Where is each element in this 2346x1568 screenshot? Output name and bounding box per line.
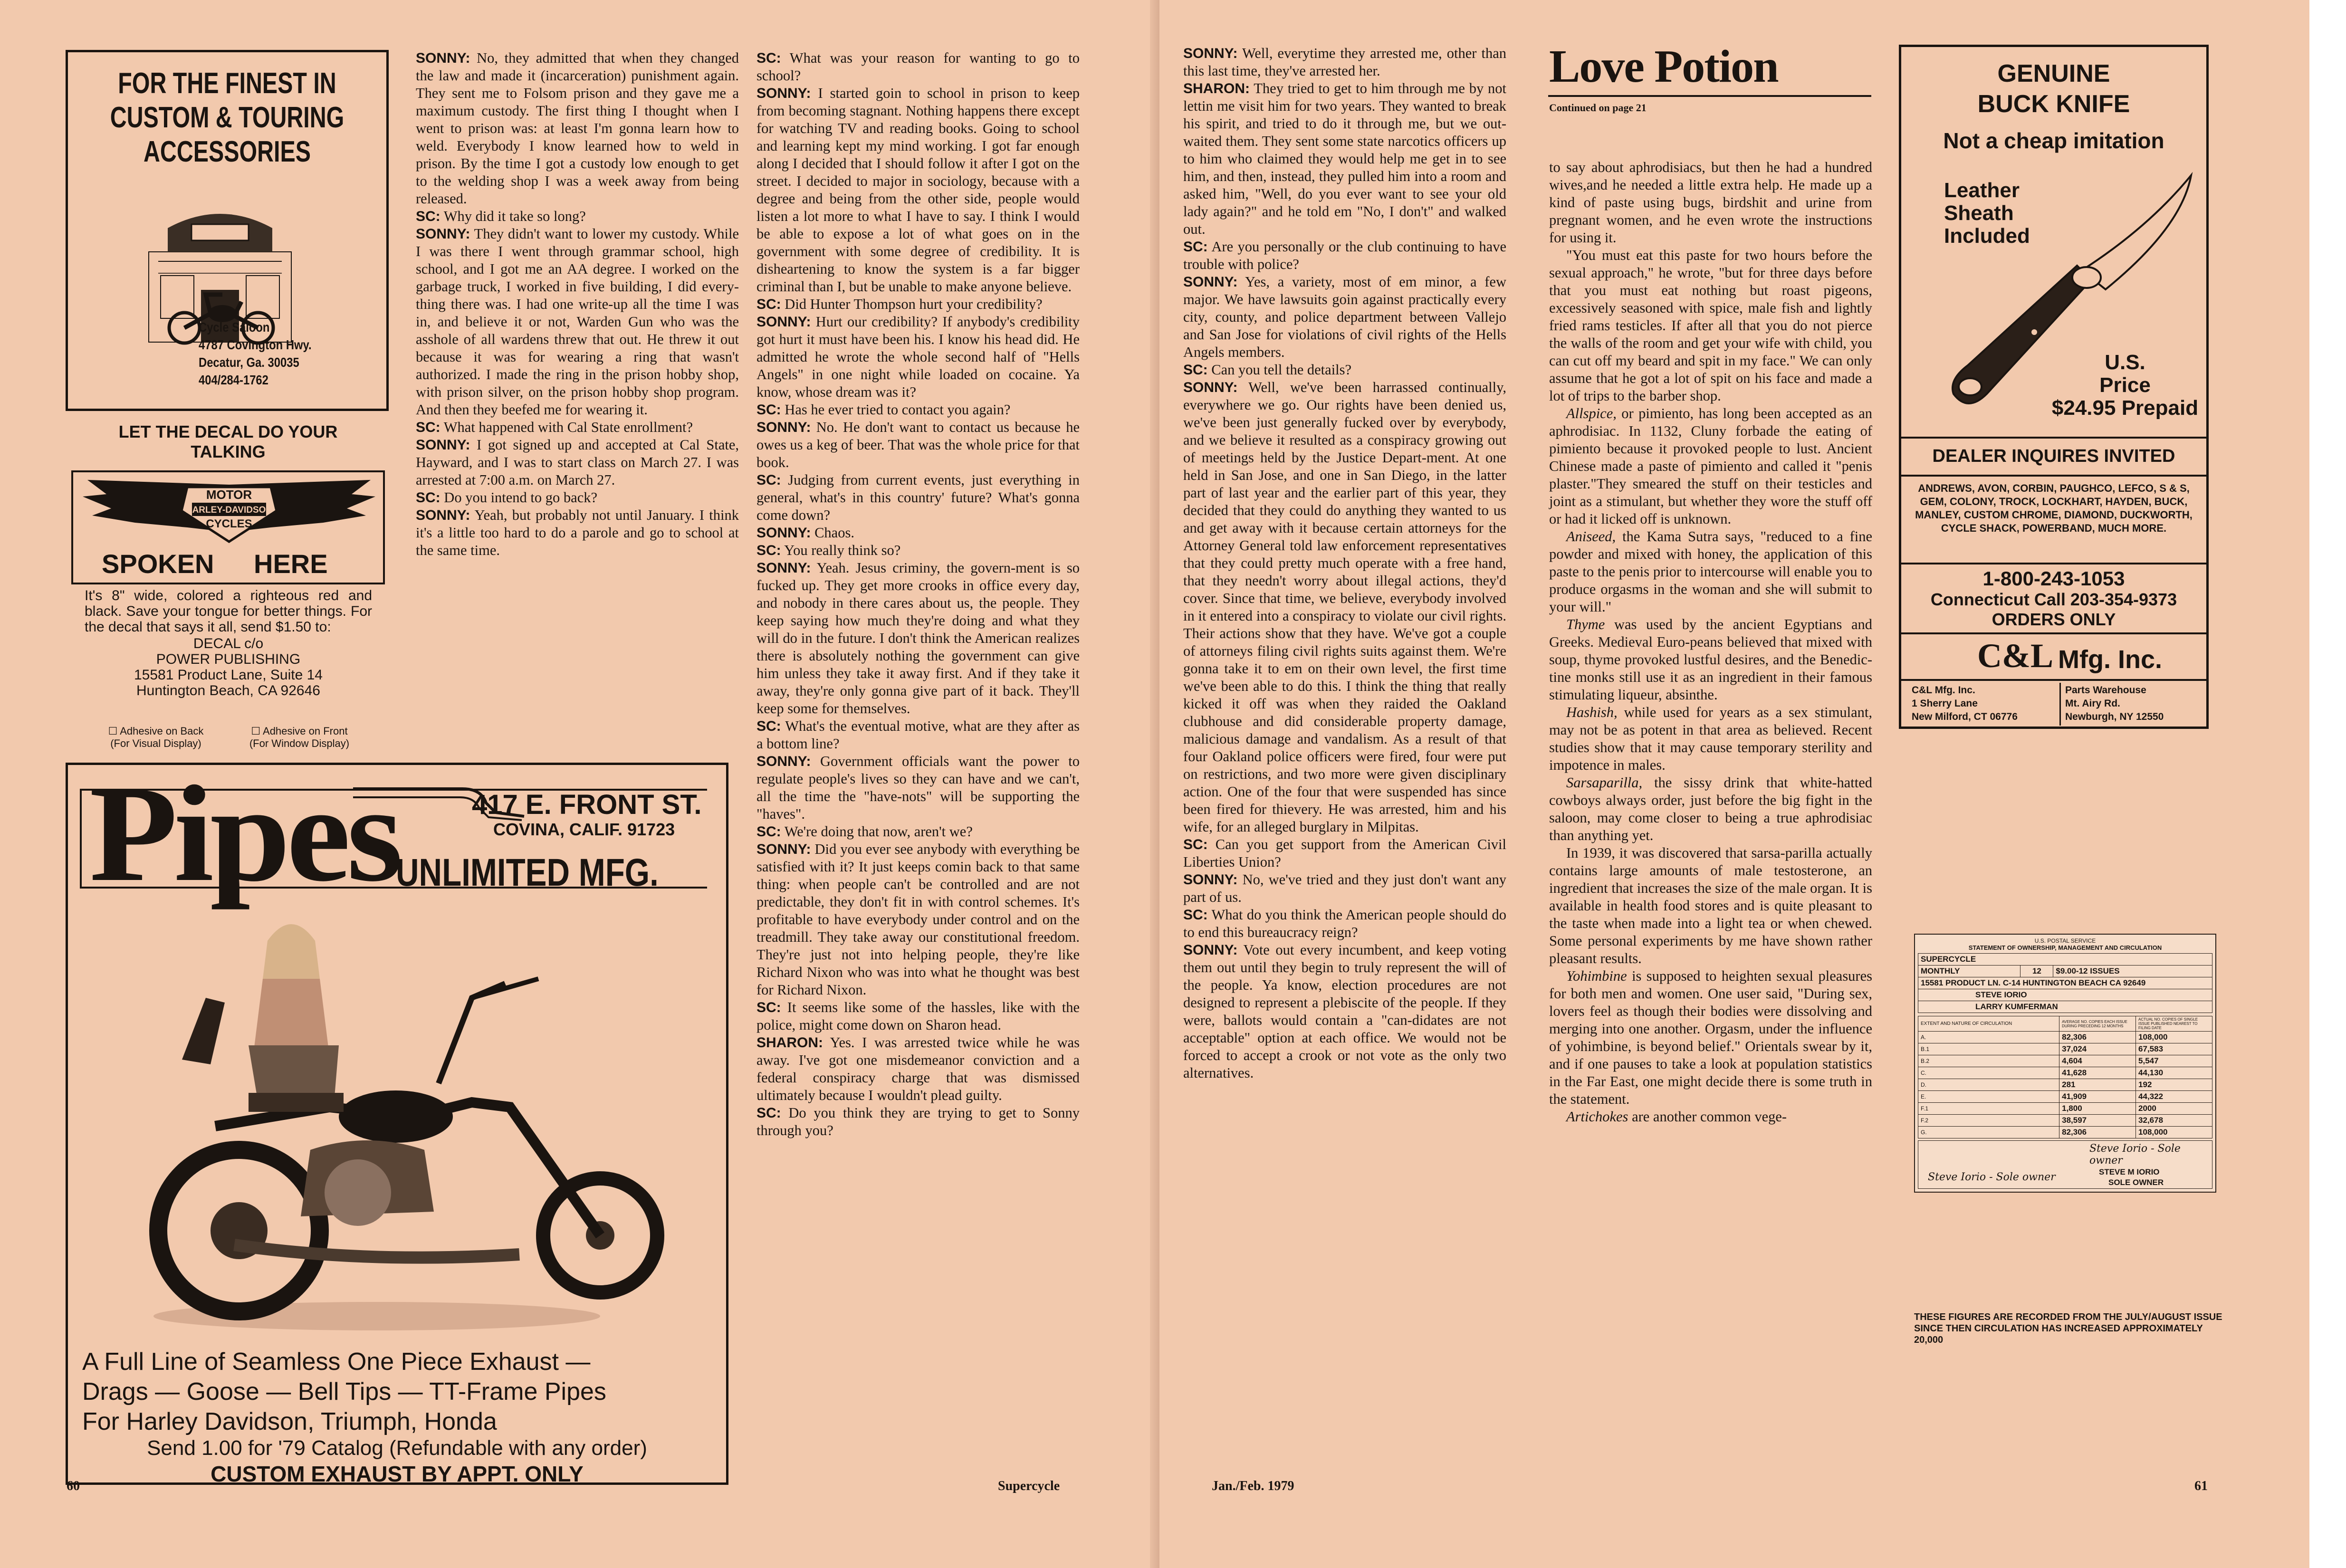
dialog-paragraph — [756, 313, 1080, 401]
decal-headline: LET THE DECAL DO YOUR TALKING — [118, 422, 338, 461]
knife-dealer: DEALER INQUIRES INVITED — [1932, 446, 2175, 466]
dialog-text: We're doing that now, aren't we? — [781, 823, 973, 840]
article-paragraph — [1549, 704, 1872, 774]
statement-issues: 12 — [2020, 966, 2053, 977]
address-line: 4787 Covington Hwy. — [199, 337, 312, 352]
decal-addr-line: POWER PUBLISHING — [156, 651, 301, 667]
dialog-text: What was your reason for wanting to go to school? — [756, 50, 1080, 84]
circulation-cell: 1,800 — [2059, 1103, 2136, 1115]
dialog-text: They didn't want to lower my custody. While I was there I went through grammar school, high school, and I got me an AA degree. I worked on the garbage truck, I worked in five building, I did every-thing there was. I had one write-up all the time I was in, and believe it or not, Warden Gun who was the asshole of all wardens threw that out. He threw it out because it was for wearing a ring that wasn't authorized. I made the ring in the prison hobby shop, with prison silver, on the prison hobby shop program. And then they beefed me for wearing it. — [416, 226, 739, 418]
circulation-cell: D. — [1918, 1079, 2059, 1091]
statement-publisher: STEVE IORIO — [1918, 989, 2212, 1001]
dialog-paragraph — [416, 49, 739, 208]
decal-addr-line: DECAL c/o — [193, 636, 264, 651]
article-paragraph — [1549, 967, 1872, 1108]
interview-column-3 — [1183, 45, 1506, 1082]
cl-mfg: Mfg. Inc. — [2058, 645, 2162, 674]
right-date: Jan./Feb. 1979 — [1212, 1479, 1294, 1493]
circulation-cell: 37,024 — [2059, 1043, 2136, 1055]
article-paragraph — [1549, 616, 1872, 704]
dialog-text: Well, we've been harrassed continually, everywhere we go. Our rights have been denied us, we've been just generally fucked over by everybody, and we believe it resulted as a conspiracy growing out of meetings held by the Justice Depart-ment. At one held in San Jose, and one in San Diego, in the latter part of last year and the earlier part of this year, they decided that they could do anything they wanted to us and get away with it because certain attorneys for the Attorney General told law enforcement representatives that they could pretty much operate with a free hand, that they needn't worry about illegal actions, they'd cover. Since that time, we believe, everybody involved in it entered into a conspiracy to violate our civil rights. Their actions show that they have. We've got a couple of attorneys filing civil rights suits against them. We're gonna take it to em on their own level, the first time we've been able to do this. I think the thing that really kicked it off was when they raided the Oakland clubhouse and did considerable property damage, malicious damage and vandalism. As a result of that four Oakland police officers were fired, four were put on restrictions, and two more were given disciplinary action. One of the four that were suspended has since been fired for thievery. He was arrested, him and his wife, for an alleged burglary in Milpitas. — [1183, 379, 1506, 835]
circulation-row — [1918, 1067, 2212, 1079]
circulation-cell: 108,000 — [2136, 1127, 2212, 1138]
decal-harley-text: HARLEY-DAVIDSON — [185, 505, 273, 515]
article-text: while used for years as a sex stimulant, may not be as potent in that area as believed. Recent studies show that it may cause temporary sterility and impotence in males. — [1549, 704, 1872, 773]
ingredient-name: Sarsaparilla, — [1566, 774, 1643, 791]
article-paragraph — [1549, 405, 1872, 528]
decal-option-front[interactable] — [228, 725, 371, 750]
dialog-text: No, they admitted that when they changed the law and made it (incarceration) punishment again. They sent me to Folsom prison and they gave me a maximum custody. The first thing I thought when I went to prison was: at least I'm gonna learn how to weld. Everybody I know learned how to weld in prison. By the time I got a custody low enough to get to the welding shop I was a week away from being released. — [416, 50, 739, 207]
address-line: Decatur, Ga. 30035 — [199, 355, 299, 370]
speaker-label: SONNY: — [416, 507, 470, 523]
dialog-text: I started goin to school in prison to keep from becoming stagnant. Nothing happens there except for watching TV and reading books. Going to school and learning kept my mind working. I got far enough along I decided that I should follow it after I got on the street. I decided to major in sociology, because with a degree and being from the other side, people would listen a lot more to what I have to say. I think I would be able to expose a lot of what goes on in the government with some degree of credibility. It is disheartening to know the system is a far bigger criminal than I, but be unable to make anyone believe. — [756, 85, 1080, 295]
speaker-label: SC: — [756, 402, 781, 418]
dialog-paragraph — [756, 999, 1080, 1034]
dialog-text: Did Hunter Thompson hurt your credibility? — [781, 296, 1043, 312]
dialog-paragraph — [756, 401, 1080, 419]
dialog-paragraph — [1183, 871, 1506, 906]
speaker-label: SONNY: — [416, 50, 470, 66]
article-paragraph — [1549, 247, 1872, 405]
statement-signature-area — [1918, 1140, 2212, 1189]
dialog-paragraph — [756, 841, 1080, 999]
circulation-cell: 44,130 — [2136, 1067, 2212, 1079]
dialog-text: Yes. I was arrested twice while he was away. I've got one misdemeanor conviction and a federal conspiracy charge that was dismissed ultimately because I wouldn't plead guilty. — [756, 1034, 1080, 1103]
option-back-sub: (For Visual Display) — [110, 737, 201, 749]
decal-addr-line: Huntington Beach, CA 92646 — [136, 683, 320, 698]
article-text: "You must eat this paste for two hours before the sexual approach," he wrote, "but for three days before that you must eat nothing but roast pigeons, excessively seasoned with spice, male fish and lightly fried rams testicles. If after all that you do not pierce the walls of the room and get your wife with child, you can cut off my beard and spit in my face." We can only assume that he got a lot of spit on his face and made a lot of trips to the barber shop. — [1549, 247, 1872, 404]
circulation-cell: F.1 — [1918, 1103, 2059, 1115]
speaker-label: SC: — [416, 209, 440, 224]
dialog-text: No, we've tried and they just don't want any part of us. — [1183, 871, 1506, 905]
speaker-label: SC: — [416, 420, 440, 435]
knife-rule-2 — [1901, 475, 2206, 477]
knife-rule-3 — [1901, 563, 2206, 564]
circulation-cell: 67,583 — [2136, 1043, 2212, 1055]
knife-title: BUCK KNIFE — [1977, 90, 2130, 118]
dialog-text: What's the eventual motive, what are they after as a bottom line? — [756, 718, 1080, 752]
dialog-paragraph — [416, 507, 739, 559]
pipes-city: COVINA, CALIF. 91723 — [493, 820, 675, 839]
dialog-text: Can you get support from the American Civil Liberties Union? — [1183, 836, 1506, 870]
article-text: are another common vege- — [1628, 1109, 1787, 1125]
circulation-table — [1918, 1016, 2212, 1138]
option-front-sub: (For Window Display) — [249, 737, 350, 749]
addr-right-line: Newburgh, NY 12550 — [2065, 711, 2164, 722]
dialog-paragraph — [1183, 361, 1506, 379]
knife-genuine: GENUINE — [1997, 60, 2110, 87]
article-text: In 1939, it was discovered that sarsa-parilla actually contains large amounts of male testosterone, an ingredient that increases the size of the male organ. It is available in health food stores and is quite pleasant to the taste when made into a light tea or when chewed. Some personal experiments by me have shown rather pleasant results. — [1549, 845, 1872, 966]
dialog-text: Vote out every incumbent, and keep voting them out until they begin to truly represent the will of the people. Ya know, election procedures are not designed to represent a plebiscite of the people. If they were, ballots would contain a "can-didates are not acceptable" option at each office. We would not be forced to accept a crook or not vote as the only two alternatives. — [1183, 942, 1506, 1081]
circulation-cell: 108,000 — [2136, 1032, 2212, 1043]
speaker-label: SONNY: — [1183, 942, 1238, 958]
dialog-paragraph — [416, 419, 739, 436]
dialog-paragraph — [416, 489, 739, 507]
decal-body-text: It's 8" wide, colored a righteous red and black. Save your tongue for better things. For the decal that says it all, send $1.50 to: — [85, 588, 372, 635]
decal-body — [85, 588, 372, 698]
ingredient-name: Aniseed, — [1566, 528, 1616, 545]
article-paragraph — [1549, 528, 1872, 616]
dialog-text: Yes, a variety, most of em minor, a few major. We have lawsuits goin against practically every city, county, and police department between Vallejo and San Jose for violations of civil rights of the Hells Angels members. — [1183, 274, 1506, 360]
knife-brands: ANDREWS, AVON, CORBIN, PAUGHCO, LEFCO, S & S, GEM, COLONY, TROCK, LOCKHART, HAYDEN, BUCK, MANLEY, CUSTOM CHROME, DIAMOND, DUCKWORTH, CYCLE SHACK, POWERBAND, MUCH MORE. — [1915, 482, 2193, 534]
continued-note: Continued on page 21 — [1549, 102, 1647, 114]
article-text: was used by the ancient Egyptians and Greeks. Medieval Euro-peans believed that mixed with soup, thyme provoked lustful desires, and the Benedic-tine monks still use it as an ingredient in their famous stimulating liqueur, absinthe. — [1549, 616, 1872, 703]
circulation-cell: 4,604 — [2059, 1055, 2136, 1067]
knife-rule-1 — [1901, 437, 2206, 439]
article-text: the Kama Sutra says, "reduced to a fine powder and mixed with honey, the application of this paste to the penis prior to intercourse will enable you to produce orgasms in the woman and she will submit to your will." — [1549, 528, 1872, 615]
circulation-cell: 41,909 — [2059, 1091, 2136, 1103]
dialog-paragraph — [756, 1104, 1080, 1139]
speaker-label: SC: — [416, 490, 440, 506]
decal-addr-line: 15581 Product Lane, Suite 14 — [134, 667, 323, 683]
dialog-paragraph — [1183, 836, 1506, 871]
speaker-label: SC: — [1183, 362, 1208, 378]
ingredient-name: Yohimbine — [1566, 968, 1627, 984]
speaker-label: SONNY: — [756, 525, 811, 541]
dialog-text: Do you intend to go back? — [440, 489, 598, 506]
dialog-paragraph — [756, 419, 1080, 471]
right-page — [1159, 0, 2309, 1568]
statement-publication: SUPERCYCLE — [1918, 954, 2212, 966]
statement-price: $9.00-12 ISSUES — [2053, 966, 2212, 977]
statement-frequency: MONTHLY — [1918, 966, 2020, 977]
option-back-label: ☐ Adhesive on Back — [108, 725, 204, 737]
speaker-label: SONNY: — [756, 314, 811, 330]
decal-address — [85, 636, 372, 698]
speaker-label: SC: — [756, 472, 781, 488]
dialog-paragraph — [756, 296, 1080, 313]
signature-2: Steve Iorio - Sole owner — [1928, 1171, 2056, 1183]
circ-col-header: AVERAGE NO. COPIES EACH ISSUE DURING PRECEDING 12 MONTHS — [2059, 1016, 2136, 1032]
speaker-label: SONNY: — [416, 437, 470, 453]
dialog-text: Do you think they are trying to get to Sonny through you? — [756, 1105, 1080, 1138]
addr-divider — [2059, 683, 2061, 726]
leather-line: Leather — [1944, 179, 2020, 202]
circulation-cell: 44,322 — [2136, 1091, 2212, 1103]
circulation-row — [1918, 1127, 2212, 1138]
dialog-paragraph — [756, 542, 1080, 559]
circulation-row — [1918, 1103, 2212, 1115]
leather-line: Included — [1944, 224, 2030, 248]
pipes-line: Drags — Goose — Bell Tips — TT-Frame Pipes — [82, 1378, 606, 1405]
circulation-cell: 82,306 — [2059, 1032, 2136, 1043]
pipes-lines — [82, 1347, 606, 1437]
dialog-paragraph — [1183, 45, 1506, 80]
decal-cycles-text: CYCLES — [206, 517, 252, 530]
dialog-text: Hurt our credibility? If anybody's credibility got hurt it must have been his. I know his head did. He admitted he wrote the whole second half of "Hells Angels" in one night while loaded on cocaine. Ya know, whose dream was it? — [756, 314, 1080, 400]
buck-knife-ad — [1899, 45, 2209, 729]
pipes-line: A Full Line of Seamless One Piece Exhaust — — [82, 1348, 591, 1376]
statement-header-table — [1918, 953, 2212, 1013]
dialog-paragraph — [416, 436, 739, 489]
pipes-catalog: Send 1.00 for '79 Catalog (Refundable with any order) — [147, 1436, 647, 1460]
dialog-paragraph — [756, 823, 1080, 841]
address-line: Cycle Saloon — [199, 320, 270, 335]
address-line: 404/284-1762 — [199, 373, 268, 387]
speaker-label: SONNY: — [756, 420, 811, 435]
addr-right-line: Parts Warehouse — [2065, 685, 2146, 696]
headline-line-2: CUSTOM & TOURING — [110, 101, 345, 134]
cycle-saloon-address — [199, 318, 312, 389]
dialog-paragraph — [756, 559, 1080, 717]
ingredient-name: Hashish, — [1566, 704, 1618, 720]
pipes-line: For Harley Davidson, Triumph, Honda — [82, 1408, 497, 1435]
knife-price-block — [2044, 351, 2206, 420]
speaker-label: SHARON: — [1183, 81, 1250, 96]
price-us: U.S. — [2105, 351, 2145, 374]
cycle-saloon-ad — [66, 50, 389, 411]
circulation-cell: B.1 — [1918, 1043, 2059, 1055]
dialog-text: Can you tell the details? — [1207, 362, 1352, 378]
circulation-cell: 32,678 — [2136, 1115, 2212, 1127]
speaker-label: SC: — [756, 824, 781, 840]
circulation-row — [1918, 1115, 2212, 1127]
speaker-label: SONNY: — [1183, 872, 1238, 888]
article-paragraph — [1549, 1108, 1872, 1126]
price-label: Price — [2099, 373, 2151, 397]
speaker-label: SONNY: — [1183, 274, 1238, 290]
interview-column-1 — [416, 49, 739, 559]
knife-not-cheap: Not a cheap imitation — [1943, 128, 2164, 153]
decal-here: HERE — [254, 549, 328, 579]
circulation-row — [1918, 1055, 2212, 1067]
decal-option-back[interactable] — [85, 725, 227, 750]
dialog-text: Yeah, but probably not until January. I think it's a little too hard to do a parole and go to school at the same time. — [416, 507, 739, 558]
speaker-label: SHARON: — [756, 1035, 823, 1051]
dialog-text: Yeah. Jesus criminy, the govern-ment is so fucked up. They get more crooks in office every day, and nobody in there cares about us, the people. They keep saying how much they're doing and what they will do in the future. I don't think the American realizes there is absolutely nothing the government can give him unless they take it away first. And if they take it away, they're only gonna give part of it back. They'll keep some for themselves. — [756, 560, 1080, 717]
article-text: to say about aphrodisiacs, but then he had a hundred wives,and he needed a little extra help. He made up a kind of paste using bugs, birdshit and urine from pregnant women, and he even wrote the instructions for using it. — [1549, 159, 1872, 246]
article-paragraph — [1549, 159, 1872, 247]
dialog-text: Government officials want the power to regulate people's lives so they can have and we can't, all the time the "have-nots" will be supporting the "haves". — [756, 753, 1080, 822]
price-value: $24.95 Prepaid — [2051, 396, 2199, 420]
cycle-saloon-headline — [103, 67, 352, 169]
circ-col-header: EXTENT AND NATURE OF CIRCULATION — [1918, 1016, 2059, 1032]
dialog-paragraph — [756, 717, 1080, 753]
speaker-label: SC: — [756, 1000, 781, 1015]
speaker-label: SONNY: — [1183, 46, 1238, 61]
dialog-paragraph — [1183, 80, 1506, 238]
speaker-label: SC: — [756, 1105, 781, 1121]
left-page — [0, 0, 1159, 1568]
left-magazine-name: Supercycle — [998, 1479, 1060, 1493]
dialog-text: What happened with Cal State enrollment? — [440, 419, 693, 435]
dialog-paragraph — [1183, 906, 1506, 941]
addr-left-line: 1 Sherry Lane — [1912, 698, 1978, 709]
speaker-label: SC: — [756, 543, 781, 558]
chopper-photo — [130, 903, 686, 1345]
love-potion-column — [1549, 159, 1872, 1126]
dialog-paragraph — [1183, 941, 1506, 1082]
speaker-label: SONNY: — [756, 86, 811, 101]
knife-phone: 1-800-243-1053 — [1982, 567, 2125, 590]
speaker-label: SC: — [756, 296, 781, 312]
speaker-label: SC: — [756, 718, 781, 734]
speaker-label: SC: — [756, 50, 781, 66]
speaker-label: SONNY: — [1183, 380, 1238, 395]
dialog-text: I got signed up and accepted at Cal State, Hayward, and I was to start class on March 27. I was arrested at 7:00 a.m. on March 27. — [416, 437, 739, 488]
statement-editor: LARRY KUMFERMAN — [1918, 1001, 2212, 1013]
circ-col-header: ACTUAL NO. COPIES OF SINGLE ISSUE PUBLISHED NEAREST TO FILING DATE — [2136, 1016, 2212, 1032]
circulation-cell: 82,306 — [2059, 1127, 2136, 1138]
article-paragraph — [1549, 774, 1872, 844]
love-potion-title: Love Potion — [1549, 41, 1778, 92]
leather-line: Sheath — [1944, 201, 2014, 225]
dialog-text: Did you ever see anybody with everything be satisfied with it? It just keeps comin back to that same thing: when people can't be controlled and are not predictable, they don't fit in with control schemes. It's profitable to have everybody under control and on the treadmill. They take away our constitutional freedom. They're just not into helping people, they're like Richard Nixon who was into what he thought was best for Richard Nixon. — [756, 841, 1080, 998]
circulation-cell: 281 — [2059, 1079, 2136, 1091]
knife-rule-4 — [1901, 632, 2206, 634]
circulation-cell: F.2 — [1918, 1115, 2059, 1127]
dialog-text: Are you personally or the club continuing to have trouble with police? — [1183, 239, 1506, 272]
option-front-label: ☐ Adhesive on Front — [251, 725, 348, 737]
ownership-statement — [1914, 934, 2216, 1193]
headline-line-3: ACCESSORIES — [143, 135, 311, 168]
speaker-label: SONNY: — [756, 841, 811, 857]
dialog-paragraph — [756, 471, 1080, 524]
statement-owner: STEVE M IORIO — [2099, 1167, 2160, 1176]
ingredient-name: Artichokes — [1566, 1109, 1628, 1125]
addr-left-line: New Milford, CT 06776 — [1912, 711, 2018, 722]
speaker-label: SC: — [1183, 837, 1208, 852]
circulation-cell: C. — [1918, 1067, 2059, 1079]
dialog-paragraph — [1183, 379, 1506, 836]
headline-line-1: FOR THE FINEST IN — [118, 67, 336, 100]
dialog-text: It seems like some of the hassles, like with the police, might come down on Sharon head. — [756, 999, 1080, 1033]
dialog-paragraph — [1183, 273, 1506, 361]
circulation-cell: E. — [1918, 1091, 2059, 1103]
right-page-number: 61 — [2194, 1479, 2208, 1493]
dialog-text: Why did it take so long? — [440, 208, 586, 224]
article-text: or pimiento, has long been accepted as an aphrodisiac. In 1132, Cluny forbade the eating of pimiento because it provoked people to lust. Ancient Chinese made a paste of pimiento and called it "penis plaster."They smeared the stuff on their testicles and joint as a stimulant, but whether they wore the stuff off or had it licked off is unknown. — [1549, 405, 1872, 527]
dialog-text: What do you think the American people should do to end this bureaucracy reign? — [1183, 907, 1506, 940]
dialog-paragraph — [416, 208, 739, 225]
harley-wings-logo — [78, 475, 380, 546]
dialog-paragraph — [756, 753, 1080, 823]
circulation-cell: 41,628 — [2059, 1067, 2136, 1079]
left-page-number: 60 — [67, 1479, 80, 1493]
dialog-text: They tried to get to him through me by not lettin me visit him for two years. They wanted to break his spirit, and tried to do it through me, but we out-waited them. They sent some state narcotics officers up to him who claimed they would help me get in to see him, and then, instead, they pulled him into a room and asked him, "Well, do you ever want to see your old lady again?" and he told em "No, I don't" and walked out. — [1183, 80, 1506, 237]
dialog-text: Well, everytime they arrested me, other than this last time, they've arrested her. — [1183, 45, 1506, 79]
knife-ct-call: Connecticut Call 203-354-9373 — [1930, 590, 2177, 609]
statement-title: STATEMENT OF OWNERSHIP, MANAGEMENT AND CIRCULATION — [1968, 944, 2162, 951]
signature-1: Steve Iorio - Sole owner — [2089, 1143, 2181, 1166]
circulation-cell: 5,547 — [2136, 1055, 2212, 1067]
dialog-text: Chaos. — [811, 525, 854, 541]
article-text: the sissy drink that white-hatted cowboys always order, just before the big fight in the saloon, may come closer to being a true aphrodisiac than anything yet. — [1549, 774, 1872, 843]
pipes-address: 417 E. FRONT ST. — [472, 789, 702, 820]
dialog-text: You really think so? — [781, 542, 901, 558]
ingredient-name: Thyme — [1566, 616, 1605, 632]
dialog-paragraph — [756, 1034, 1080, 1104]
addr-right-line: Mt. Airy Rd. — [2065, 698, 2120, 709]
interview-column-2 — [756, 49, 1080, 1139]
harley-decal — [71, 470, 385, 584]
circulation-cell: 2000 — [2136, 1103, 2212, 1115]
pipes-brand-suffix: UNLIMITED MFG. — [396, 851, 659, 894]
dialog-text: Judging from current events, just everything in general, what's in this country' future? What's gonna come down? — [756, 472, 1080, 523]
addr-left-line: C&L Mfg. Inc. — [1912, 685, 1975, 696]
circulation-rows — [1918, 1032, 2212, 1138]
decal-motor-text: MOTOR — [206, 488, 252, 502]
speaker-label: SC: — [1183, 907, 1208, 923]
dialog-paragraph — [756, 524, 1080, 542]
circulation-cell: A. — [1918, 1032, 2059, 1043]
circulation-cell: 192 — [2136, 1079, 2212, 1091]
title-rule — [1548, 95, 1871, 97]
circulation-cell: B.2 — [1918, 1055, 2059, 1067]
pipes-brand: Pipes — [89, 757, 399, 910]
speaker-label: SONNY: — [756, 560, 811, 576]
article-text: is supposed to heighten sexual pleasures for both men and women. One user said, "During sex, lovers feel as though their bodies were dissolving and merging into one another. Orgasm, under the influence of yohimbine, is beyond belief." Orientals swear by it, and if one pauses to take a look at population statistics in the Far East, one might decide there is some truth in the statement. — [1549, 968, 1872, 1107]
circulation-cell: G. — [1918, 1127, 2059, 1138]
circulation-row — [1918, 1043, 2212, 1055]
cl-addr-left — [1912, 684, 2018, 724]
dialog-paragraph — [416, 225, 739, 419]
circulation-row — [1918, 1091, 2212, 1103]
statement-note: THESE FIGURES ARE RECORDED FROM THE JULY/AUGUST ISSUE SINCE THEN CIRCULATION HAS INCREASED APPROXIMATELY 20,000 — [1914, 1312, 2222, 1345]
circulation-row — [1918, 1032, 2212, 1043]
circulation-cell: 38,597 — [2059, 1115, 2136, 1127]
dialog-text: No. He don't want to contact us because he owes us a keg of beer. That was the whole price for that book. — [756, 419, 1080, 470]
dialog-paragraph — [756, 49, 1080, 85]
cl-logo: C&L — [1977, 637, 2053, 675]
dialog-text: Has he ever tried to contact you again? — [781, 402, 1011, 418]
knife-orders: ORDERS ONLY — [1992, 610, 2116, 629]
article-paragraph — [1549, 844, 1872, 967]
decal-spoken: SPOKEN — [102, 549, 214, 579]
knife-rule-5 — [1901, 679, 2206, 681]
speaker-label: SONNY: — [756, 754, 811, 769]
statement-owner-title: SOLE OWNER — [2108, 1178, 2164, 1187]
speaker-label: SONNY: — [416, 226, 470, 242]
statement-agency: U.S. POSTAL SERVICE — [2034, 937, 2096, 944]
ingredient-name: Allspice, — [1566, 405, 1617, 421]
dialog-paragraph — [756, 85, 1080, 296]
cl-addr-right — [2065, 684, 2164, 724]
circulation-row — [1918, 1079, 2212, 1091]
speaker-label: SC: — [1183, 239, 1208, 255]
pipes-custom: CUSTOM EXHAUST BY APPT. ONLY — [211, 1462, 584, 1486]
dialog-paragraph — [1183, 238, 1506, 273]
statement-address: 15581 PRODUCT LN. C-14 HUNTINGTON BEACH CA 92649 — [1918, 977, 2212, 989]
